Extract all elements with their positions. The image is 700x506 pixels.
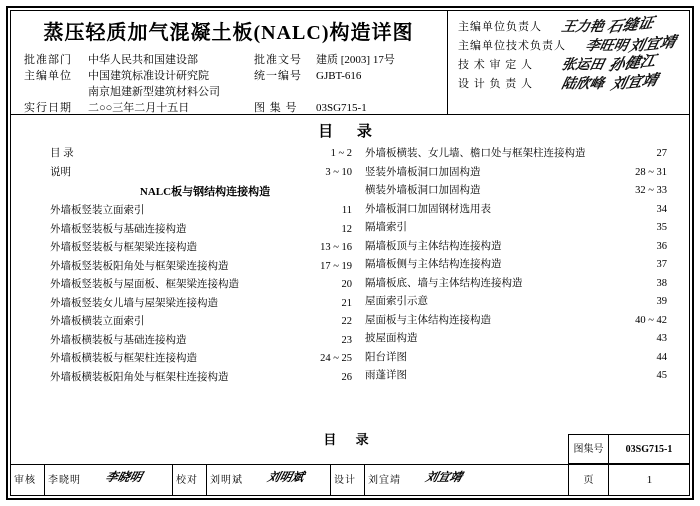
catalog-item-name: 隔墙索引 (365, 222, 407, 233)
signature-name: 张运田 (560, 57, 606, 73)
catalog-item-page: 12 (341, 223, 352, 235)
footer-heading: 目 录 (323, 432, 377, 447)
signature-name: 陆欣峰 (560, 76, 606, 92)
list-item[interactable] (50, 258, 360, 277)
check-name: 刘明斌 (210, 475, 243, 486)
unified-no-label: 统一编号 (254, 70, 302, 82)
approve-no-value: 建质 [2003] 17号 (316, 54, 395, 66)
catalog-item-name: 隔墙板顶与主体结构连接构造 (365, 240, 502, 252)
catalog-item-name: 说明 (50, 166, 71, 178)
page-number: 1 (608, 465, 690, 496)
unified-no-value: GJBT-616 (316, 70, 362, 82)
signature-label: 设 计 负 责 人 (458, 78, 533, 90)
catalog-item-name: 外墙板竖装板与基础连接构造 (50, 223, 187, 235)
list-item[interactable] (50, 295, 360, 314)
signature-name: 李旺明 (584, 38, 630, 54)
design-label: 设计 (334, 475, 356, 486)
footer-atlas-box (568, 434, 690, 464)
catalog-item-name: 阳台详图 (365, 351, 407, 363)
list-item[interactable] (50, 221, 360, 240)
catalog-item-name: 横装外墙板洞口加固构造 (365, 185, 481, 196)
metadata-table (24, 52, 441, 118)
review-signature: 李晓明 (104, 470, 144, 484)
catalog-item-name: 屋面板与主体结构连接构造 (365, 314, 491, 326)
catalog-item-name: 目 录 (50, 148, 74, 159)
catalog-column-left (50, 145, 360, 387)
catalog-item-name: 隔墙板侧与主体结构连接构造 (365, 259, 502, 270)
catalog-item-page: 17 ~ 19 (320, 260, 352, 272)
catalog-item-page: 22 (341, 316, 352, 327)
catalog-subheading: NALC板与钢结构连接构造 (139, 186, 271, 198)
list-item[interactable] (50, 369, 360, 388)
catalog-item-name: 外墙板横装板阳角处与框架柱连接构造 (50, 371, 229, 383)
signature-label: 技 术 审 定 人 (458, 59, 533, 71)
catalog-item-page: 45 (656, 370, 667, 381)
list-item[interactable] (50, 164, 360, 183)
catalog-item-name: 披屋面构造 (365, 333, 418, 344)
signature-name: 王力艳 (560, 19, 606, 35)
list-item[interactable] (50, 145, 360, 164)
footer-signature-bar (10, 464, 690, 496)
atlas-label: 图 集 号 (254, 102, 298, 114)
meta-row-approve (24, 52, 441, 68)
catalog-item-name: 竖装外墙板洞口加固构造 (365, 166, 481, 178)
catalog-item-page: 1 ~ 2 (330, 148, 352, 159)
catalog-item-page: 40 ~ 42 (635, 314, 667, 326)
list-item[interactable] (365, 367, 675, 386)
check-label: 校对 (176, 475, 198, 486)
catalog-item-page: 32 ~ 33 (635, 185, 667, 196)
list-item[interactable] (365, 182, 675, 201)
catalog-item-name: 外墙板横装、女儿墙、檐口处与框架柱连接构造 (365, 148, 586, 159)
design-signature: 刘宜靖 (424, 470, 464, 484)
signature-handwriting: 石缝证 (605, 13, 656, 37)
catalog-item-name: 雨蓬详图 (365, 370, 407, 381)
catalog-item-page: 24 ~ 25 (320, 353, 352, 364)
signature-handwriting: 孙健江 (607, 51, 658, 75)
signature-row (458, 70, 690, 94)
list-item[interactable] (365, 219, 675, 238)
date-label: 实行日期 (24, 102, 72, 114)
catalog-body (10, 145, 690, 435)
catalog-item-name: 屋面索引示意 (365, 296, 428, 307)
editor-label: 主编单位 (24, 70, 72, 82)
catalog-item-page: 27 (656, 148, 667, 159)
list-item[interactable] (50, 202, 360, 221)
signature-handwriting: 刘宜靖 (609, 70, 660, 94)
meta-row-editor-1 (24, 68, 441, 84)
list-item[interactable] (365, 145, 675, 164)
approve-dept-value: 中华人民共和国建设部 (88, 54, 198, 66)
catalog-item-name: 外墙板竖装立面索引 (50, 205, 145, 216)
design-name: 刘宜靖 (368, 475, 401, 486)
catalog-item-page: 44 (656, 351, 667, 363)
approve-dept-label: 批准部门 (24, 54, 72, 66)
meta-row-editor-2 (24, 84, 441, 100)
catalog-item-page: 11 (341, 205, 352, 216)
signature-handwriting: 刘宜靖 (627, 32, 678, 56)
catalog-item-name: 外墙板横装板与基础连接构造 (50, 334, 187, 346)
catalog-item-name: 外墙板横装立面索引 (50, 316, 145, 327)
page-label: 页 (568, 465, 608, 496)
catalog-item-name: 隔墙板底、墙与主体结构连接构造 (365, 277, 523, 289)
list-item[interactable] (50, 239, 360, 258)
catalog-item-name: 外墙板洞口加固钢材选用表 (365, 203, 491, 215)
list-item[interactable] (365, 201, 675, 220)
catalog-item-name: 外墙板竖装板阳角处与框架梁连接构造 (50, 260, 229, 272)
catalog-item-name: 外墙板竖装板与框架梁连接构造 (50, 242, 197, 253)
header-block (10, 10, 690, 115)
catalog-item-page: 39 (656, 296, 667, 307)
list-item[interactable] (365, 164, 675, 183)
meta-row-date (24, 100, 441, 118)
footer-atlas-value: 03SG715-1 (608, 434, 690, 464)
list-item[interactable] (365, 312, 675, 331)
catalog-item-page: 38 (656, 277, 667, 289)
catalog-item-page: 21 (341, 297, 352, 309)
footer-page-box (568, 465, 690, 496)
signature-label: 主编单位技术负责人 (458, 40, 566, 52)
list-item[interactable] (365, 330, 675, 349)
catalog-item-page: 28 ~ 31 (635, 166, 667, 178)
review-name: 李晓明 (48, 475, 81, 486)
list-item[interactable] (50, 313, 360, 332)
catalog-item-page: 13 ~ 16 (320, 242, 352, 253)
list-item[interactable] (365, 256, 675, 275)
check-signature: 刘明斌 (266, 470, 306, 484)
catalog-item-page: 23 (341, 334, 352, 346)
review-label: 审核 (14, 475, 36, 486)
date-value: 二○○三年二月十五日 (88, 102, 190, 114)
catalog-item-page: 20 (341, 279, 352, 290)
footer-atlas-label: 图集号 (568, 434, 608, 464)
catalog-item-name: 外墙板竖装板与屋面板、框架梁连接构造 (50, 279, 239, 290)
header-right-signatures (448, 10, 690, 114)
catalog-item-page: 37 (656, 259, 667, 270)
atlas-value: 03SG715-1 (316, 102, 367, 114)
list-item[interactable] (365, 349, 675, 368)
list-item[interactable] (50, 332, 360, 351)
list-item[interactable] (365, 238, 675, 257)
list-item[interactable] (50, 276, 360, 295)
page-title: 蒸压轻质加气混凝土板(NALC)构造详图 (43, 22, 414, 44)
catalog-item-page: 3 ~ 10 (325, 166, 352, 178)
catalog-item-page: 35 (656, 222, 667, 233)
catalog-column-right (365, 145, 675, 386)
signature-label: 主编单位负责人 (458, 21, 542, 33)
approve-no-label: 批准文号 (254, 54, 302, 66)
list-item[interactable] (365, 293, 675, 312)
catalog-heading: 目 录 (318, 124, 382, 140)
catalog-item-name: 外墙板横装板与框架柱连接构造 (50, 353, 197, 364)
editor-value-1: 中国建筑标准设计研究院 (88, 70, 209, 82)
header-left (10, 10, 448, 114)
catalog-item-page: 26 (341, 371, 352, 383)
catalog-item-name: 外墙板竖装女儿墙与屋架梁连接构造 (50, 297, 218, 309)
catalog-item-page: 43 (656, 333, 667, 344)
catalog-item-page: 34 (656, 203, 667, 215)
catalog-item-page: 36 (656, 240, 667, 252)
list-item[interactable] (365, 275, 675, 294)
editor-value-2: 南京旭建新型建筑材料公司 (88, 86, 220, 98)
list-item[interactable] (50, 350, 360, 369)
